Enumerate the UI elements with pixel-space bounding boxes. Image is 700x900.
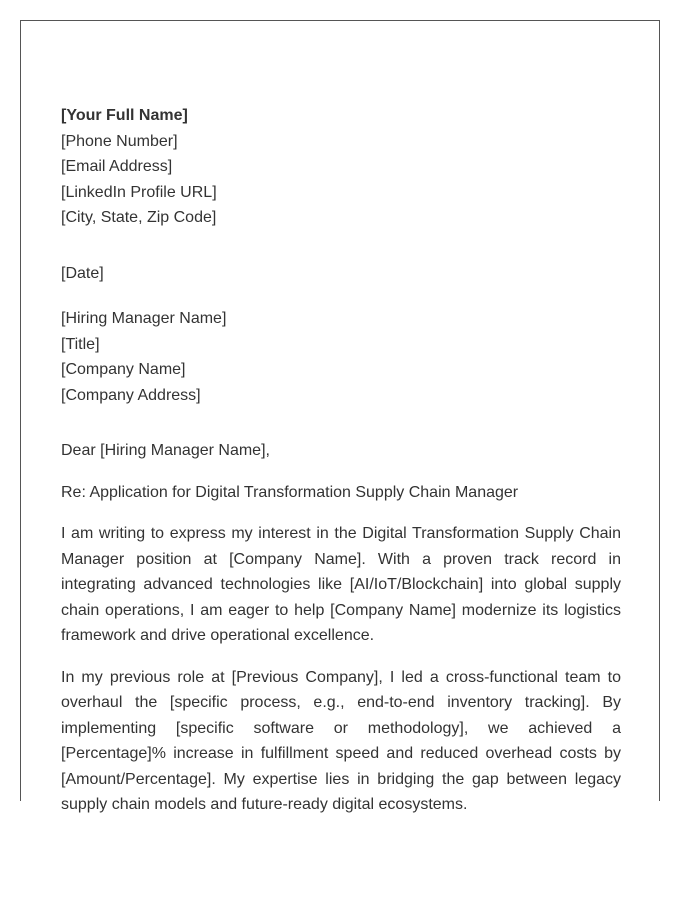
recipient-block (61, 306, 621, 408)
sender-phone: [Phone Number] (61, 132, 178, 150)
letter-content (61, 103, 621, 818)
recipient-name: [Hiring Manager Name] (61, 310, 227, 327)
subject-line: Re: Application for Digital Transformation Supply Chain Manager (61, 483, 519, 501)
sender-linkedin: [LinkedIn Profile URL] (61, 183, 217, 201)
sender-name: [Your Full Name] (61, 107, 188, 124)
paragraph-text: I am writing to express my interest in the Digital Transformation Supply Chain Manager position at [Company Name]. With a proven track record in integrating advanced technologies like [AI/IoT/Blockchain] into global supply chain operations, I am eager to help [Company Name] modernize its logistics framework and drive operational excellence. (61, 525, 621, 644)
date-block (61, 261, 621, 287)
letter-page (20, 20, 660, 813)
sender-email: [Email Address] (61, 158, 173, 175)
salutation-block (61, 438, 621, 464)
letter-date: [Date] (61, 264, 104, 282)
body-paragraph-2 (61, 665, 621, 818)
recipient-title: [Title] (61, 335, 100, 353)
sender-block (61, 103, 621, 231)
sender-location: [City, State, Zip Code] (61, 209, 217, 226)
salutation: Dear [Hiring Manager Name], (61, 442, 270, 459)
recipient-address: [Company Address] (61, 386, 201, 404)
body-paragraph-1 (61, 521, 621, 649)
subject-block (61, 480, 621, 506)
paragraph-text: In my previous role at [Previous Company], I led a cross-functional team to overhaul the [specific process, e.g., end-to-end inventory tracking]. By implementing [specific software or methodology], we achieved a [Percentage]% increase in fulfillment speed and reduced overhead costs by [Amount/Percentage]. My expertise lies in bridging the gap between legacy supply chain models and future-ready digital ecosystems. (61, 668, 621, 813)
recipient-company: [Company Name] (61, 361, 186, 378)
